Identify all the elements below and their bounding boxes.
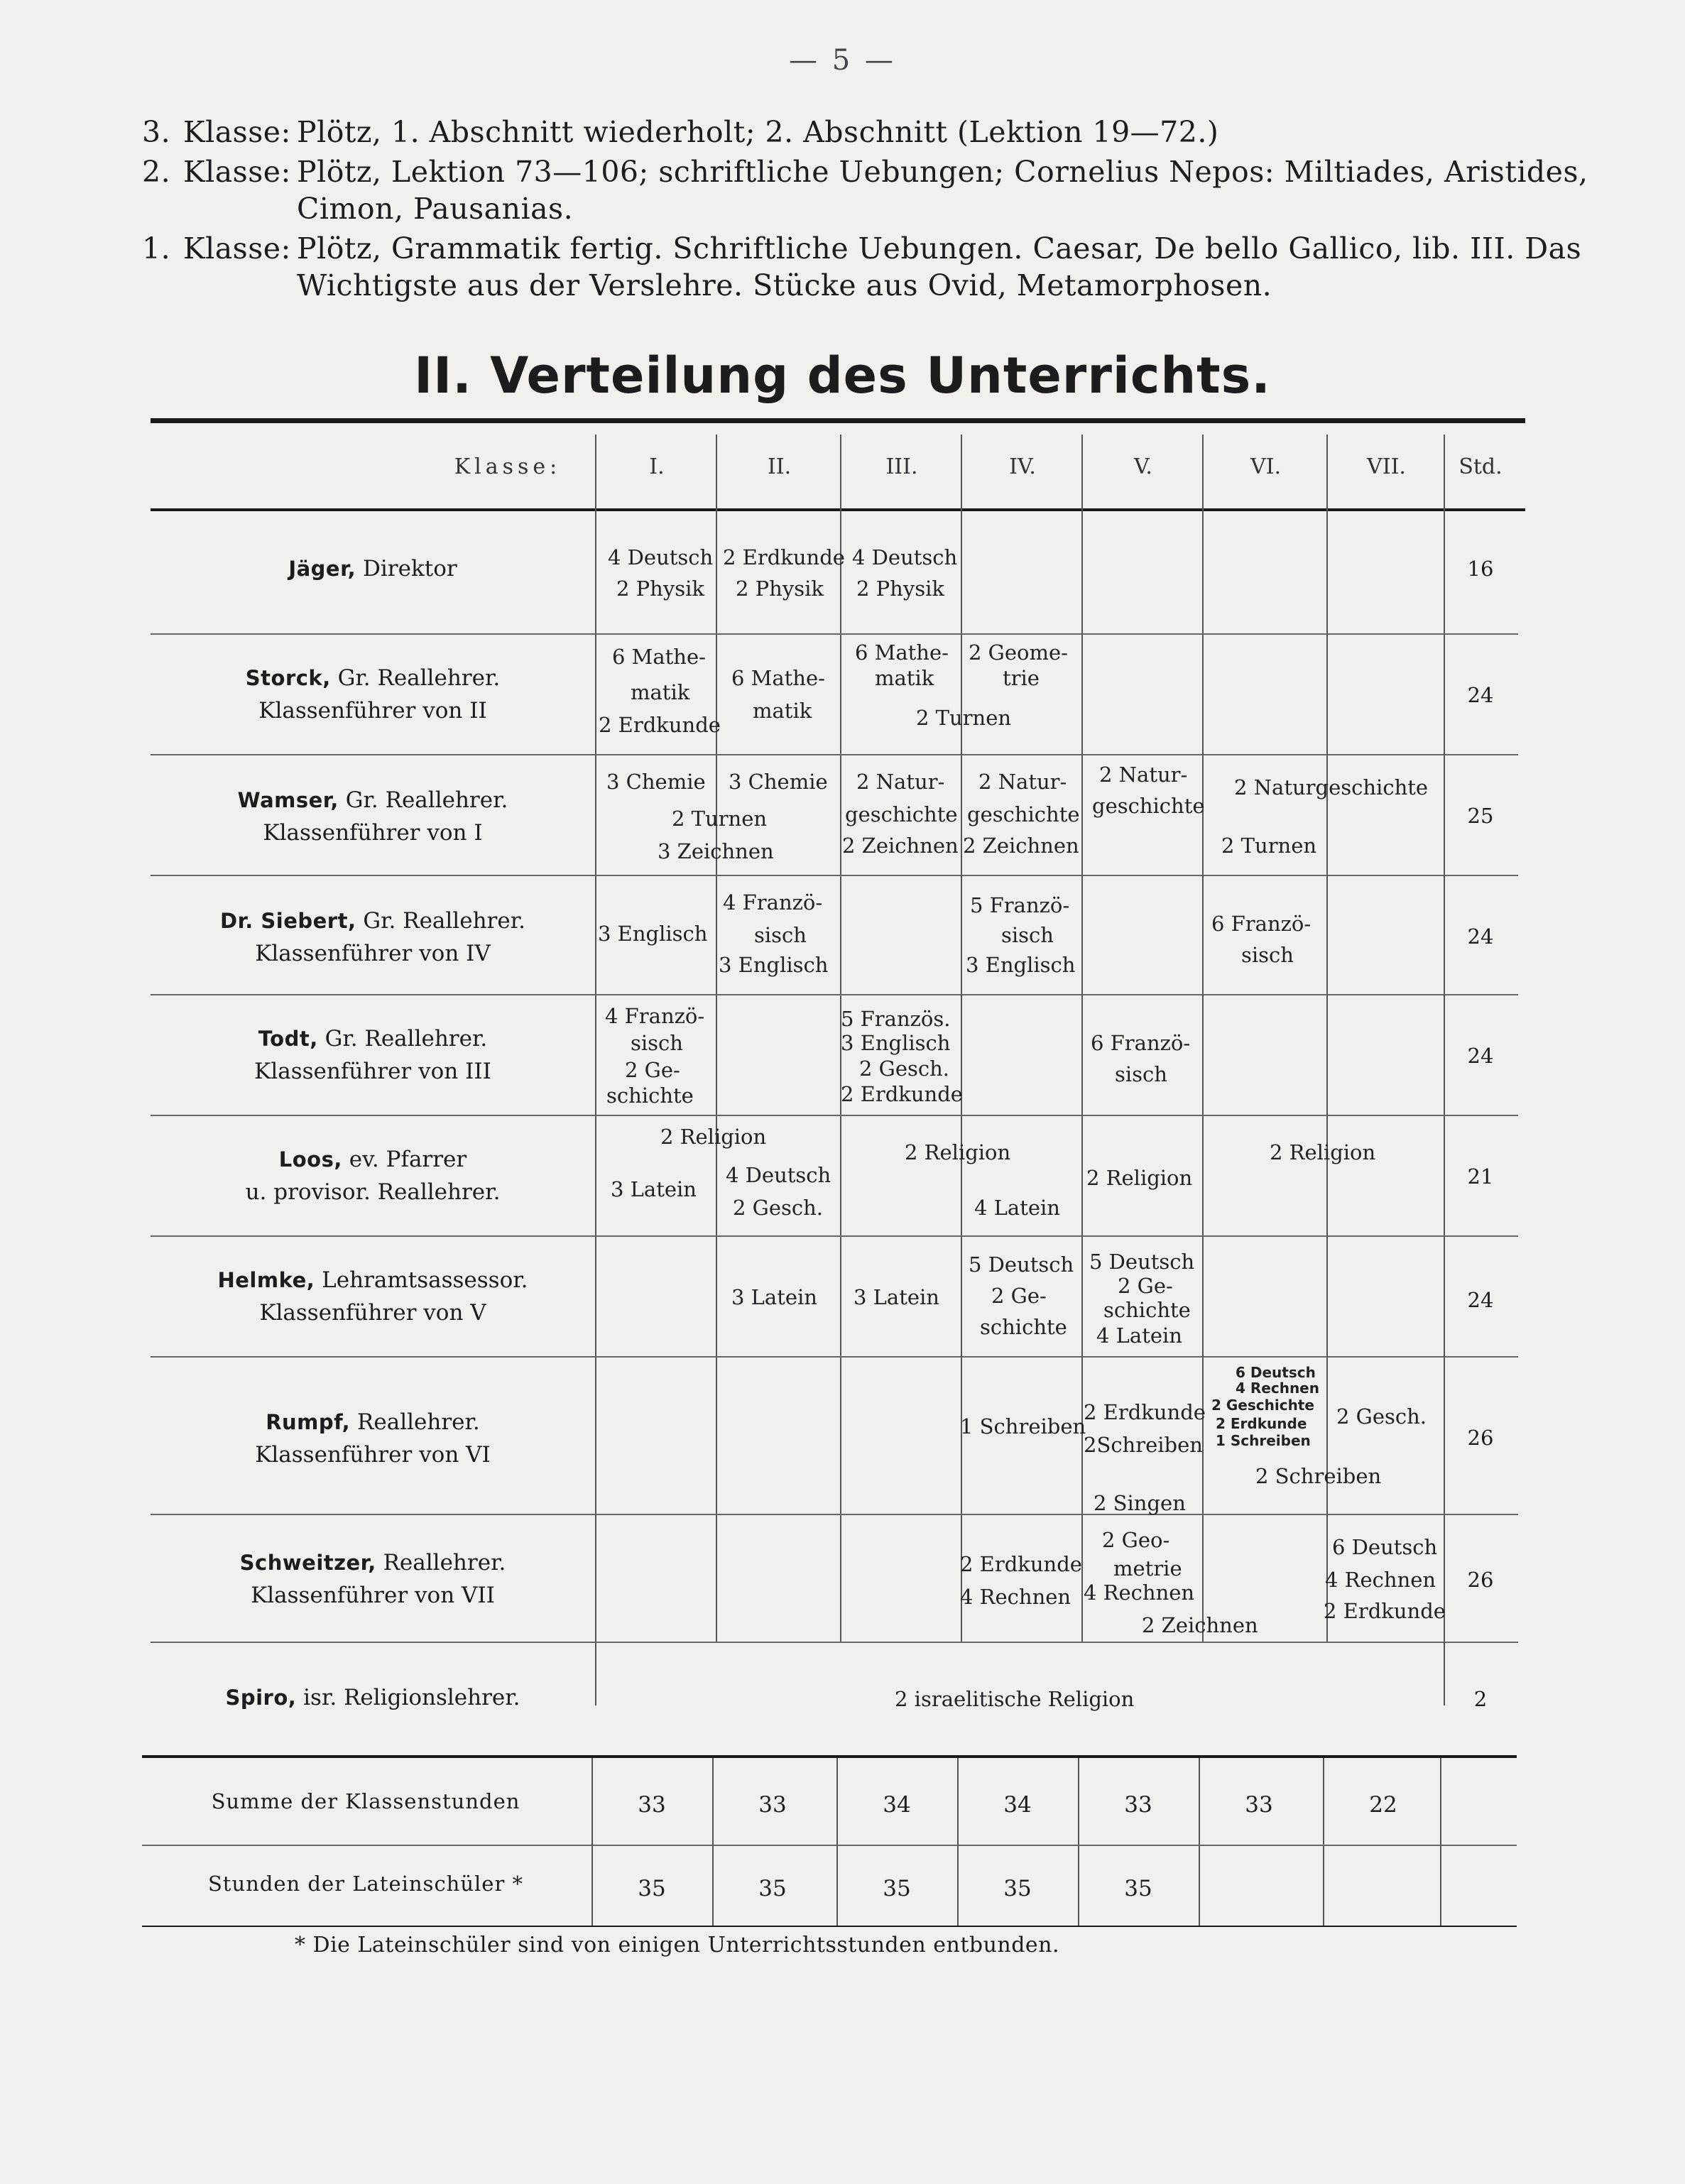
cell-schweitzer-7c: 2 Erdkunde [1324, 1599, 1446, 1623]
row-sep-7 [151, 1356, 1518, 1358]
teacher-storck: Storck, Gr. Reallehrer. Klassenführer von II [245, 665, 501, 724]
cell-loos-2b: 2 Gesch. [733, 1196, 824, 1220]
teacher-spiro: Spiro, isr. Religionslehrer. [225, 1685, 520, 1710]
cell-wamser-5b: geschichte [1092, 794, 1205, 818]
cell-wamser-67b: 2 Turnen [1221, 834, 1317, 858]
cell-rumpf-6c: 2 Geschichte [1211, 1397, 1314, 1414]
sum-klassen-2: 33 [758, 1792, 787, 1818]
cell-schweitzer-4b: 4 Rechnen [960, 1585, 1071, 1609]
cell-storck-1a: 6 Mathe- [612, 645, 706, 669]
row-sep-6 [151, 1235, 1518, 1237]
cell-wamser-5a: 2 Natur- [1099, 763, 1188, 787]
cell-loos-12a: 2 Religion [660, 1125, 767, 1149]
cell-wamser-2: 3 Chemie [729, 770, 828, 794]
cell-rumpf-6e: 1 Schreiben [1216, 1432, 1311, 1449]
header-col-std: Std. [1458, 454, 1503, 479]
sum-v-6 [1323, 1758, 1324, 1926]
cell-todt-1c: 2 Ge- [625, 1058, 680, 1082]
cell-todt-1a: 4 Franzö- [605, 1004, 705, 1028]
cell-todt-5b: sisch [1115, 1062, 1167, 1086]
header-col-3: III. [885, 454, 918, 479]
cell-wamser-4a: 2 Natur- [978, 770, 1067, 794]
teacher-todt: Todt, Gr. Reallehrer. Klassenführer von III [254, 1026, 491, 1084]
std-spiro: 2 [1473, 1687, 1488, 1711]
cell-schweitzer-5a: 2 Geo- [1102, 1528, 1170, 1552]
std-todt: 24 [1467, 1044, 1494, 1068]
cell-schweitzer-5c: 4 Rechnen [1084, 1580, 1195, 1605]
cell-todt-3a: 5 Französ. [841, 1007, 951, 1031]
cell-wamser-1: 3 Chemie [606, 770, 706, 794]
cell-siebert-6a: 6 Franzö- [1211, 912, 1312, 936]
cell-jaeger-2b: 2 Physik [736, 577, 824, 601]
cell-loos-34a: 2 Religion [905, 1140, 1011, 1164]
cell-loos-67: 2 Religion [1270, 1140, 1376, 1164]
teacher-siebert: Dr. Siebert, Gr. Reallehrer. Klassenführer von IV [220, 908, 525, 966]
footnote: * Die Lateinschüler sind von einigen Unterrichtsstunden entbunden. [295, 1933, 1060, 1958]
cell-storck-3b: matik [875, 666, 934, 690]
header-col-6: VI. [1250, 454, 1282, 479]
header-col-2: II. [767, 454, 792, 479]
sum-v-7 [1440, 1758, 1441, 1926]
cell-rumpf-6a: 6 Deutsch [1236, 1364, 1316, 1381]
std-storck: 24 [1467, 683, 1494, 707]
cell-siebert-4b: sisch [1001, 923, 1054, 947]
sum-latein-4: 35 [1003, 1876, 1032, 1901]
cell-helmke-5d: 4 Latein [1096, 1323, 1182, 1348]
teacher-helmke: Helmke, Lehramtsassessor. Klassenführer von V [217, 1267, 528, 1326]
teacher-wamser: Wamser, Gr. Reallehrer. Klassenführer von I [237, 787, 508, 846]
row-sep-1 [151, 633, 1518, 635]
cell-todt-3d: 2 Erdkunde [841, 1082, 963, 1106]
cell-wamser-3b: geschichte [845, 802, 958, 826]
header-col-5: V. [1134, 454, 1152, 479]
cell-schweitzer-7a: 6 Deutsch [1332, 1535, 1438, 1559]
grid-v-1 [716, 435, 717, 1642]
cell-wamser-3a: 2 Natur- [856, 770, 945, 794]
cell-schweitzer-4a: 2 Erdkunde [960, 1552, 1082, 1576]
std-jaeger: 16 [1467, 557, 1494, 581]
cell-wamser-4b: geschichte [967, 802, 1080, 826]
header-klasse: Klasse: [454, 454, 562, 479]
cell-storck-34: 2 Turnen [916, 706, 1012, 730]
cell-storck-1c: 2 Erdkunde [599, 713, 721, 737]
cell-rumpf-7: 2 Gesch. [1336, 1404, 1427, 1429]
cell-todt-3b: 3 Englisch [841, 1031, 951, 1055]
teacher-jaeger: Jäger, Direktor [288, 556, 457, 582]
cell-jaeger-3b: 2 Physik [856, 577, 944, 601]
cell-helmke-5b: 2 Ge- [1118, 1274, 1173, 1298]
sum-rule [142, 1755, 1517, 1758]
page-number: — 5 — [789, 44, 896, 77]
cell-spiro-all: 2 israelitische Religion [895, 1687, 1135, 1711]
sum-klassen-5: 33 [1124, 1792, 1152, 1818]
row-sep-8 [151, 1514, 1518, 1515]
std-schweitzer: 26 [1467, 1568, 1494, 1592]
row-sep-3 [151, 875, 1518, 876]
cell-loos-5: 2 Religion [1086, 1166, 1193, 1190]
cell-rumpf-67: 2 Schreiben [1255, 1464, 1382, 1488]
header-col-4: IV. [1009, 454, 1036, 479]
sum-v-5 [1199, 1758, 1200, 1926]
cell-jaeger-1a: 4 Deutsch [608, 545, 714, 569]
cell-helmke-5c: schichte [1103, 1298, 1191, 1322]
std-helmke: 24 [1467, 1288, 1494, 1312]
cell-storck-2b: matik [753, 699, 812, 723]
cell-helmke-4c: schichte [980, 1315, 1067, 1339]
cell-wamser-12a: 2 Turnen [672, 807, 768, 831]
cell-todt-1d: schichte [606, 1083, 694, 1108]
sum-latein-1: 35 [638, 1876, 666, 1901]
header-rule [151, 508, 1525, 511]
sum-klassen-1: 33 [638, 1792, 666, 1818]
cell-schweitzer-5b: metrie [1113, 1556, 1182, 1580]
cell-rumpf-4: 1 Schreiben [960, 1414, 1086, 1438]
sum-klassen-6: 33 [1245, 1792, 1273, 1818]
cell-todt-3c: 2 Gesch. [859, 1056, 950, 1081]
sum-klassen-3: 34 [883, 1792, 911, 1818]
cell-wamser-12b: 3 Zeichnen [658, 839, 774, 863]
cell-siebert-2a: 4 Franzö- [723, 890, 823, 914]
sum-klassen-label: Summe der Klassenstunden [211, 1789, 520, 1813]
cell-helmke-2: 3 Latein [731, 1285, 817, 1309]
row-sep-9 [151, 1642, 1518, 1643]
cell-storck-4b: trie [1003, 666, 1040, 690]
teacher-rumpf: Rumpf, Reallehrer. Klassenführer von VI [255, 1409, 491, 1468]
cell-siebert-2b: sisch [754, 923, 807, 947]
cell-loos-2a: 4 Deutsch [726, 1163, 831, 1187]
cell-siebert-6b: sisch [1241, 943, 1294, 967]
cell-siebert-2c: 3 Englisch [719, 953, 829, 977]
sum-latein-3: 35 [883, 1876, 911, 1901]
cell-helmke-5a: 5 Deutsch [1089, 1250, 1195, 1274]
cell-storck-3a: 6 Mathe- [855, 640, 949, 665]
cell-helmke-4b: 2 Ge- [991, 1284, 1047, 1308]
std-rumpf: 26 [1467, 1426, 1494, 1450]
row-sep-4 [151, 994, 1518, 995]
cell-jaeger-2a: 2 Erdkunde [723, 545, 845, 569]
cell-rumpf-6b: 4 Rechnen [1236, 1380, 1319, 1397]
cell-helmke-4a: 5 Deutsch [969, 1252, 1074, 1277]
cell-loos-1b: 3 Latein [611, 1177, 697, 1201]
cell-wamser-3c: 2 Zeichnen [842, 834, 959, 858]
grid-v-5 [1202, 435, 1204, 1642]
cell-rumpf-56: 2 Singen [1094, 1491, 1186, 1515]
cell-rumpf-6d: 2 Erdkunde [1216, 1415, 1307, 1432]
cell-siebert-1: 3 Englisch [598, 922, 708, 946]
header-col-1: I. [649, 454, 665, 479]
grid-v-3 [961, 435, 962, 1642]
sum-row-sep [142, 1845, 1517, 1846]
cell-storck-1b: matik [631, 680, 690, 704]
cell-helmke-3: 3 Latein [854, 1285, 939, 1309]
cell-schweitzer-56: 2 Zeichnen [1142, 1613, 1258, 1637]
section-heading: II. Verteilung des Unterrichts. [414, 346, 1271, 405]
grid-v-4 [1081, 435, 1083, 1642]
cell-jaeger-1b: 2 Physik [616, 577, 704, 601]
document-page: — 5 — 3. Klasse: Plötz, 1. Abschnitt wiederholt; 2. Abschnitt (Lektion 19—72.) 2. Klasse: Plötz, Lektion 73—106; schriftliche Uebungen; Cornelius Nepos: Miltiades, Aristides, Cimon, Pausanias. 1. Klasse: Plötz, Grammatik fertig. Schriftliche Uebungen. Caesar, De bello Gallico, lib. III. Das Wichtigste aus der Verslehre. Stücke aus Ovid, Metamorphosen. II. Verteilung des Unterrichts. Klasse: I. II. III. IV. V. VI. VII. Std. Jäger, Direktor 16 Storck, Gr. Reallehrer. Klassenführer von II 24 Wamser, Gr. Reallehrer. Klassenführer von I 25 Dr. Siebert, Gr. Reallehrer. Klassenführer von IV 24 Todt, Gr. Reallehrer. Klassenführer von III 24 Loos, ev. Pfarrer u. provisor. Reallehrer. 21 Helmke, Lehramtsassessor. Klassenführer von V 24 Rumpf, Reallehrer. Klassenführer von VI 26 Schweitzer, Reallehrer. Klassenführer von VII 26 Spiro, isr. Religionslehrer. 2 4 Deutsch 2 Physik 2 Erdkunde 2 Physik 4 Deutsch 2 Physik 6 Mathe- matik 2 Erdkunde 6 Mathe- matik 6 Mathe- matik 2 Geome- trie 2 Turnen 3 Chemie 3 Chemie 2 Turnen 3 Zeichnen 2 Natur- geschichte 2 Zeichnen 2 Natur- geschichte 2 Zeichnen 2 Natur- geschichte 2 Naturgeschichte 2 Turnen 3 Englisch 4 Franzö- sisch 3 Englisch 5 Franzö- sisch 3 Englisch 6 Franzö- sisch 4 Franzö- sisch 2 Ge- schichte 5 Französ. 3 Englisch 2 Gesch. 2 Erdkunde 6 Franzö- sisch 2 Religion 3 Latein 4 Deutsch 2 Gesch. 2 Religion 4 Latein 2 Religion 2 Religion 3 Latein 3 Latein 5 Deutsch 2 Ge- schichte 5 Deutsch 2 Ge- schichte 4 Latein 1 Schreiben 2 Erdkunde 2Schreiben 6 Deutsch 4 Rechnen 2 Geschichte 2 Erdkunde 1 Schreiben 2 Gesch. 2 Schreiben 2 Singen 2 Erdkunde 4 Rechnen 2 Geo- metrie 4 Rechnen 2 Zeichnen 6 Deutsch 4 Rechnen 2 Erdkunde 2 israelitische Religion Summe der Klassenstunden 33 33 34 34 33 33 22 Stunden der Lateinschüler * 35 35 35 35 35 * Die Lateinschüler sind von einigen Unterrichtsstunden entbunden. [0, 0, 1685, 2184]
row-sep-5 [151, 1115, 1518, 1116]
std-siebert: 24 [1467, 924, 1494, 949]
cell-loos-34b: 4 Latein [974, 1196, 1060, 1220]
cell-siebert-4c: 3 Englisch [966, 953, 1076, 977]
teacher-schweitzer: Schweitzer, Reallehrer. Klassenführer von VII [239, 1550, 506, 1608]
std-loos: 21 [1467, 1164, 1494, 1189]
sum-klassen-4: 34 [1003, 1792, 1032, 1818]
cell-todt-5a: 6 Franzö- [1091, 1031, 1191, 1055]
cell-wamser-4c: 2 Zeichnen [963, 834, 1079, 858]
bottom-rule [142, 1926, 1517, 1927]
row-sep-2 [151, 754, 1518, 755]
cell-schweitzer-7b: 4 Rechnen [1325, 1568, 1436, 1592]
teacher-loos: Loos, ev. Pfarrer u. provisor. Reallehrer. [245, 1147, 501, 1205]
sum-klassen-7: 22 [1369, 1792, 1397, 1818]
sum-latein-label: Stunden der Lateinschüler * [207, 1872, 524, 1896]
std-wamser: 25 [1467, 804, 1494, 828]
cell-wamser-67a: 2 Naturgeschichte [1234, 775, 1429, 799]
cell-siebert-4a: 5 Franzö- [970, 893, 1070, 917]
header-col-7: VII. [1367, 454, 1406, 479]
sum-latein-5: 35 [1124, 1876, 1152, 1901]
cell-jaeger-3a: 4 Deutsch [852, 545, 958, 569]
grid-v-6 [1326, 435, 1328, 1642]
cell-todt-1b: sisch [631, 1031, 683, 1055]
cell-rumpf-5a: 2 Erdkunde [1084, 1400, 1206, 1424]
sum-latein-2: 35 [758, 1876, 787, 1901]
top-rule [151, 418, 1525, 423]
cell-storck-2a: 6 Mathe- [731, 666, 825, 690]
cell-rumpf-5b: 2Schreiben [1084, 1433, 1203, 1457]
cell-storck-4a: 2 Geome- [969, 640, 1068, 665]
